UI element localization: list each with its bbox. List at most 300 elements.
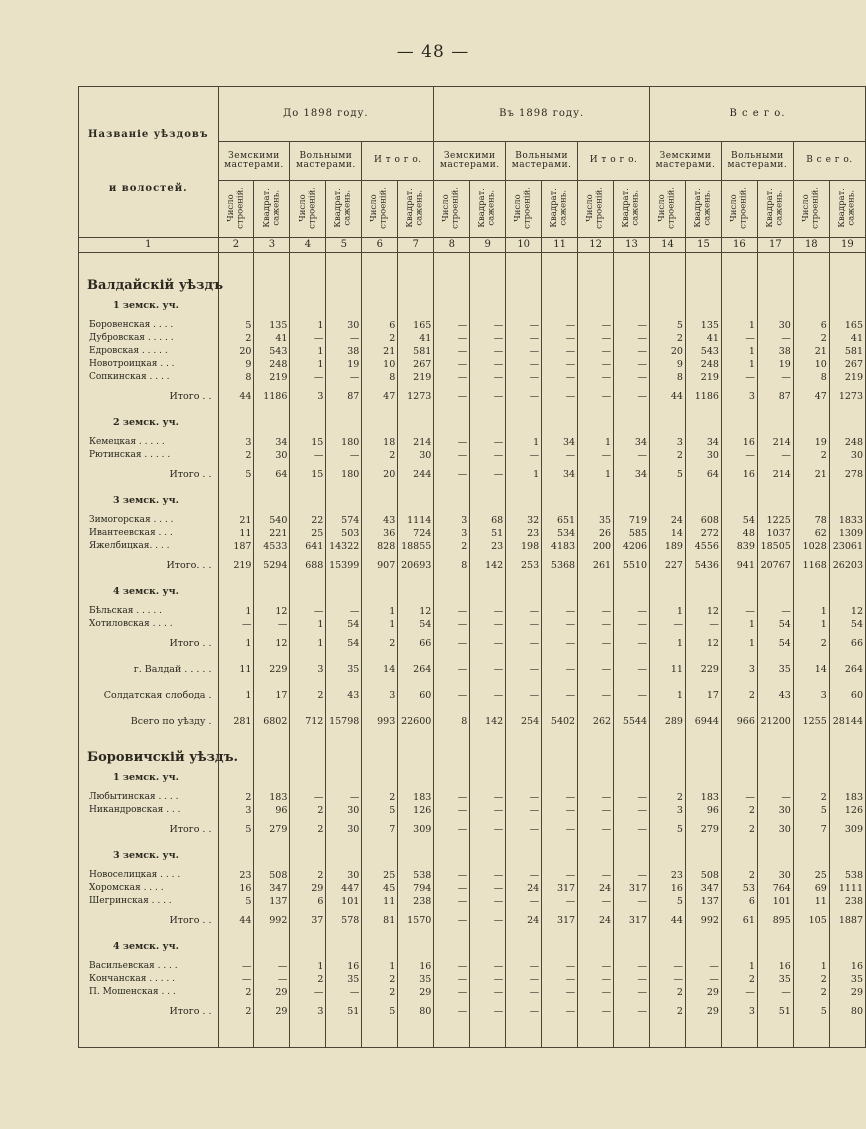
value-cell: 135 [685, 319, 721, 332]
value-cell: 2 [290, 683, 326, 709]
value-cell: 2 [218, 986, 254, 999]
value-cell: 229 [685, 657, 721, 683]
value-cell: 20 [650, 345, 686, 358]
value-cell: — [578, 869, 614, 882]
value-cell [542, 263, 578, 293]
vertical-header-label: Квадрат. сажень. [549, 187, 569, 228]
value-cell: — [290, 605, 326, 618]
value-cell [398, 253, 434, 264]
value-cell [829, 293, 865, 319]
total-row [79, 631, 866, 657]
count-buildings-header [290, 181, 326, 238]
value-cell [793, 843, 829, 869]
value-cell: — [434, 869, 470, 882]
subgroup-header: Земскими мастерами. [650, 142, 722, 181]
value-cell: 993 [362, 709, 398, 735]
value-cell: 1 [578, 462, 614, 488]
value-cell: — [506, 345, 542, 358]
value-cell: 2 [362, 986, 398, 999]
value-cell: — [542, 999, 578, 1025]
value-cell [757, 410, 793, 436]
value-cell [614, 934, 650, 960]
value-cell [290, 843, 326, 869]
value-cell [470, 1025, 506, 1048]
row-label: Новотроицкая . . . [79, 358, 219, 371]
value-cell [290, 765, 326, 791]
value-cell: 21200 [757, 709, 793, 735]
value-cell: 2 [218, 791, 254, 804]
value-cell: 227 [650, 553, 686, 579]
value-cell: 54 [829, 618, 865, 631]
value-cell: 36 [362, 527, 398, 540]
value-cell: — [506, 986, 542, 999]
value-cell [829, 765, 865, 791]
value-cell [650, 765, 686, 791]
value-cell: 447 [326, 882, 362, 895]
value-cell [793, 293, 829, 319]
value-cell: 5510 [614, 553, 650, 579]
value-cell [290, 934, 326, 960]
value-cell: 238 [398, 895, 434, 908]
value-cell [614, 765, 650, 791]
value-cell [326, 410, 362, 436]
value-cell: 2 [721, 869, 757, 882]
value-cell: 2 [290, 973, 326, 986]
value-cell [362, 488, 398, 514]
value-cell: 5 [218, 319, 254, 332]
vertical-header-label: Квадрат. сажень. [621, 187, 641, 228]
value-cell: — [685, 618, 721, 631]
value-cell: 1887 [829, 908, 865, 934]
value-cell: 35 [578, 514, 614, 527]
table-header [79, 87, 866, 253]
value-cell: — [218, 973, 254, 986]
total-row [79, 709, 866, 735]
value-cell: 317 [614, 908, 650, 934]
table-row [79, 804, 866, 817]
value-cell: 16 [829, 960, 865, 973]
value-cell [614, 293, 650, 319]
value-cell: — [721, 986, 757, 999]
value-cell: 1 [721, 345, 757, 358]
value-cell: — [506, 960, 542, 973]
value-cell: 317 [542, 882, 578, 895]
value-cell [254, 488, 290, 514]
value-cell: 23 [650, 869, 686, 882]
count-buildings-header [434, 181, 470, 238]
value-cell: 4183 [542, 540, 578, 553]
value-cell [470, 843, 506, 869]
value-cell: 22600 [398, 709, 434, 735]
value-cell: 38 [757, 345, 793, 358]
value-cell [542, 488, 578, 514]
value-cell: — [470, 882, 506, 895]
value-cell: 41 [685, 332, 721, 345]
value-cell: 6802 [254, 709, 290, 735]
row-label: Итого . . [79, 631, 219, 657]
value-cell: 907 [362, 553, 398, 579]
value-cell [542, 843, 578, 869]
value-cell: — [542, 358, 578, 371]
value-cell: 941 [721, 553, 757, 579]
value-cell: 3 [650, 804, 686, 817]
value-cell: 2 [721, 973, 757, 986]
value-cell [290, 579, 326, 605]
value-cell: 2 [650, 449, 686, 462]
value-cell: 30 [398, 449, 434, 462]
value-cell [578, 293, 614, 319]
value-cell: — [434, 371, 470, 384]
value-cell: 1 [362, 605, 398, 618]
value-cell [326, 765, 362, 791]
column-number: 10 [506, 238, 542, 253]
value-cell [721, 765, 757, 791]
value-cell [218, 843, 254, 869]
value-cell: — [721, 449, 757, 462]
value-cell: 3 [290, 657, 326, 683]
row-label: Всего по уѣзду . [79, 709, 219, 735]
value-cell: 18 [362, 436, 398, 449]
value-cell: 5544 [614, 709, 650, 735]
value-cell: 244 [398, 462, 434, 488]
subgroup-header: Вольными мастерами. [290, 142, 362, 181]
value-cell: 20 [218, 345, 254, 358]
value-cell: 5 [650, 895, 686, 908]
value-cell: 17 [685, 683, 721, 709]
value-cell: 2 [721, 817, 757, 843]
total-row [79, 553, 866, 579]
value-cell: — [506, 683, 542, 709]
table-row [79, 895, 866, 908]
value-cell: — [650, 973, 686, 986]
value-cell: 2 [650, 791, 686, 804]
column-number: 11 [542, 238, 578, 253]
value-cell [434, 843, 470, 869]
value-cell [650, 579, 686, 605]
value-cell: — [470, 657, 506, 683]
value-cell [326, 934, 362, 960]
table-row [79, 436, 866, 449]
value-cell [650, 934, 686, 960]
value-cell: 25 [362, 869, 398, 882]
value-cell [290, 735, 326, 765]
value-cell [829, 1025, 865, 1048]
value-cell: 4556 [685, 540, 721, 553]
value-cell: 30 [254, 449, 290, 462]
value-cell: 1 [290, 618, 326, 631]
value-cell: 839 [721, 540, 757, 553]
value-cell [218, 293, 254, 319]
value-cell: — [434, 332, 470, 345]
value-cell [614, 253, 650, 264]
row-label: Васильевская . . . . [79, 960, 219, 973]
value-cell: 16 [757, 960, 793, 973]
value-cell: 18855 [398, 540, 434, 553]
section-row [79, 410, 866, 436]
value-cell: — [650, 618, 686, 631]
value-cell: 1309 [829, 527, 865, 540]
value-cell: — [434, 436, 470, 449]
vertical-header-label: Число строеній. [225, 186, 245, 229]
value-cell [614, 263, 650, 293]
row-label: П. Мошенская . . . [79, 986, 219, 999]
value-cell: — [506, 657, 542, 683]
value-cell: 3 [218, 436, 254, 449]
value-cell: — [434, 986, 470, 999]
vertical-header-label: Число строеній. [657, 186, 677, 229]
column-number: 13 [614, 238, 650, 253]
row-label: Кемецкая . . . . . [79, 436, 219, 449]
value-cell [685, 1025, 721, 1048]
value-cell: 18505 [757, 540, 793, 553]
value-cell: 1 [362, 618, 398, 631]
value-cell [650, 263, 686, 293]
value-cell: 581 [398, 345, 434, 358]
count-buildings-header [721, 181, 757, 238]
table-body [79, 253, 866, 1048]
row-label: Зимогорская . . . . [79, 514, 219, 527]
value-cell: — [434, 960, 470, 973]
value-cell: 15 [290, 436, 326, 449]
value-cell [650, 293, 686, 319]
value-cell: 543 [254, 345, 290, 358]
value-cell: 1 [218, 631, 254, 657]
value-cell: 183 [398, 791, 434, 804]
value-cell [614, 410, 650, 436]
value-cell: 254 [506, 709, 542, 735]
value-cell [685, 765, 721, 791]
value-cell: 1 [721, 960, 757, 973]
value-cell: — [614, 618, 650, 631]
value-cell: — [470, 618, 506, 631]
value-cell: — [326, 449, 362, 462]
value-cell: — [614, 804, 650, 817]
value-cell: — [542, 618, 578, 631]
county-row [79, 263, 866, 293]
row-label: Новоселицкая . . . . [79, 869, 219, 882]
value-cell: 724 [398, 527, 434, 540]
value-cell: — [326, 332, 362, 345]
value-cell: — [614, 449, 650, 462]
value-cell [326, 735, 362, 765]
value-cell: 828 [362, 540, 398, 553]
value-cell: — [721, 371, 757, 384]
value-cell [793, 735, 829, 765]
value-cell [721, 1025, 757, 1048]
value-cell: 14322 [326, 540, 362, 553]
value-cell [326, 253, 362, 264]
value-cell: 135 [254, 319, 290, 332]
value-cell [254, 579, 290, 605]
value-cell: 1 [506, 462, 542, 488]
table-row [79, 986, 866, 999]
value-cell: 35 [326, 657, 362, 683]
value-cell: — [506, 319, 542, 332]
row-label: Едровская . . . . . [79, 345, 219, 358]
value-cell: — [434, 605, 470, 618]
value-cell: 26 [578, 527, 614, 540]
value-cell: 183 [829, 791, 865, 804]
value-cell: 2 [650, 986, 686, 999]
value-cell: 51 [470, 527, 506, 540]
value-cell: — [614, 345, 650, 358]
value-cell [685, 263, 721, 293]
subgroup-header: В с е г о. [793, 142, 865, 181]
total-row [79, 817, 866, 843]
vertical-header-label: Квадрат. сажень. [333, 187, 353, 228]
value-cell: 15798 [326, 709, 362, 735]
value-cell: 279 [685, 817, 721, 843]
value-cell [685, 735, 721, 765]
value-cell: 2 [362, 631, 398, 657]
value-cell: — [578, 960, 614, 973]
value-cell: — [470, 345, 506, 358]
value-cell: 24 [506, 882, 542, 895]
column-number: 19 [829, 238, 865, 253]
value-cell: 1168 [793, 553, 829, 579]
value-cell: 2 [650, 999, 686, 1025]
value-cell [721, 263, 757, 293]
value-cell: 5 [218, 462, 254, 488]
value-cell: 2 [650, 332, 686, 345]
value-cell: 15399 [326, 553, 362, 579]
value-cell: — [578, 384, 614, 410]
value-cell: — [614, 960, 650, 973]
value-cell: 25 [290, 527, 326, 540]
value-cell: 966 [721, 709, 757, 735]
value-cell: — [506, 618, 542, 631]
value-cell: — [506, 449, 542, 462]
value-cell: 719 [614, 514, 650, 527]
value-cell: — [506, 384, 542, 410]
value-cell [362, 579, 398, 605]
value-cell [254, 735, 290, 765]
value-cell [614, 843, 650, 869]
value-cell: 4206 [614, 540, 650, 553]
value-cell: 142 [470, 709, 506, 735]
value-cell: — [506, 371, 542, 384]
value-cell: 1273 [398, 384, 434, 410]
value-cell [398, 934, 434, 960]
value-cell: 264 [829, 657, 865, 683]
value-cell: 24 [578, 882, 614, 895]
value-cell: 1225 [757, 514, 793, 527]
value-cell: 1111 [829, 882, 865, 895]
value-cell: 219 [218, 553, 254, 579]
row-label: Яжелбицкая. . . . [79, 540, 219, 553]
value-cell [578, 410, 614, 436]
count-buildings-header [650, 181, 686, 238]
value-cell: 23 [470, 540, 506, 553]
value-cell: 53 [721, 882, 757, 895]
value-cell: 12 [685, 605, 721, 618]
value-cell: 2 [793, 791, 829, 804]
value-cell [218, 765, 254, 791]
value-cell: 1833 [829, 514, 865, 527]
value-cell: 20693 [398, 553, 434, 579]
value-cell [434, 735, 470, 765]
value-cell: 96 [254, 804, 290, 817]
value-cell: 508 [685, 869, 721, 882]
value-cell [506, 934, 542, 960]
row-label: Никандровская . . . [79, 804, 219, 817]
column-number: 3 [254, 238, 290, 253]
value-cell: 1 [506, 436, 542, 449]
value-cell: 44 [650, 908, 686, 934]
row-label: Дубровская . . . . . [79, 332, 219, 345]
value-cell: — [470, 960, 506, 973]
value-cell [721, 253, 757, 264]
value-cell: 3 [650, 436, 686, 449]
value-cell [542, 1025, 578, 1048]
value-cell: 534 [542, 527, 578, 540]
value-cell: 6 [721, 895, 757, 908]
value-cell: — [685, 973, 721, 986]
value-cell [578, 843, 614, 869]
value-cell [326, 843, 362, 869]
page-number: — 48 — [396, 42, 470, 62]
name-header-line-2: и волостей. [108, 183, 188, 194]
value-cell: 35 [326, 973, 362, 986]
value-cell [398, 843, 434, 869]
value-cell: 142 [470, 553, 506, 579]
value-cell [326, 579, 362, 605]
value-cell: 2 [362, 449, 398, 462]
value-cell: — [721, 605, 757, 618]
value-cell [757, 579, 793, 605]
value-cell: — [506, 631, 542, 657]
value-cell [254, 263, 290, 293]
value-cell: 2 [434, 540, 470, 553]
value-cell: — [614, 817, 650, 843]
value-cell: 14 [650, 527, 686, 540]
value-cell: 101 [757, 895, 793, 908]
value-cell: 317 [614, 882, 650, 895]
value-cell: 8 [434, 553, 470, 579]
value-cell: 1 [362, 960, 398, 973]
table-row [79, 319, 866, 332]
value-cell: — [614, 999, 650, 1025]
value-cell: — [578, 319, 614, 332]
row-label: Сопкинская . . . . [79, 371, 219, 384]
count-buildings-header [793, 181, 829, 238]
table-row [79, 960, 866, 973]
table-row [79, 332, 866, 345]
value-cell [434, 934, 470, 960]
value-cell: 1 [721, 319, 757, 332]
value-cell: 137 [254, 895, 290, 908]
vertical-header-label: Число строеній. [513, 186, 533, 229]
value-cell [578, 765, 614, 791]
value-cell: 16 [721, 436, 757, 449]
value-cell: — [326, 986, 362, 999]
value-cell: 14 [793, 657, 829, 683]
value-cell: — [757, 986, 793, 999]
subgroup-header: Вольными мастерами. [506, 142, 578, 181]
value-cell: 96 [685, 804, 721, 817]
value-cell: — [757, 449, 793, 462]
value-cell: — [578, 817, 614, 843]
value-cell: — [614, 371, 650, 384]
value-cell: 24 [650, 514, 686, 527]
value-cell [650, 253, 686, 264]
subgroup-header: Земскими мастерами. [434, 142, 506, 181]
value-cell: 508 [254, 869, 290, 882]
value-cell: — [542, 631, 578, 657]
value-cell: — [542, 384, 578, 410]
value-cell [362, 263, 398, 293]
value-cell: — [434, 319, 470, 332]
